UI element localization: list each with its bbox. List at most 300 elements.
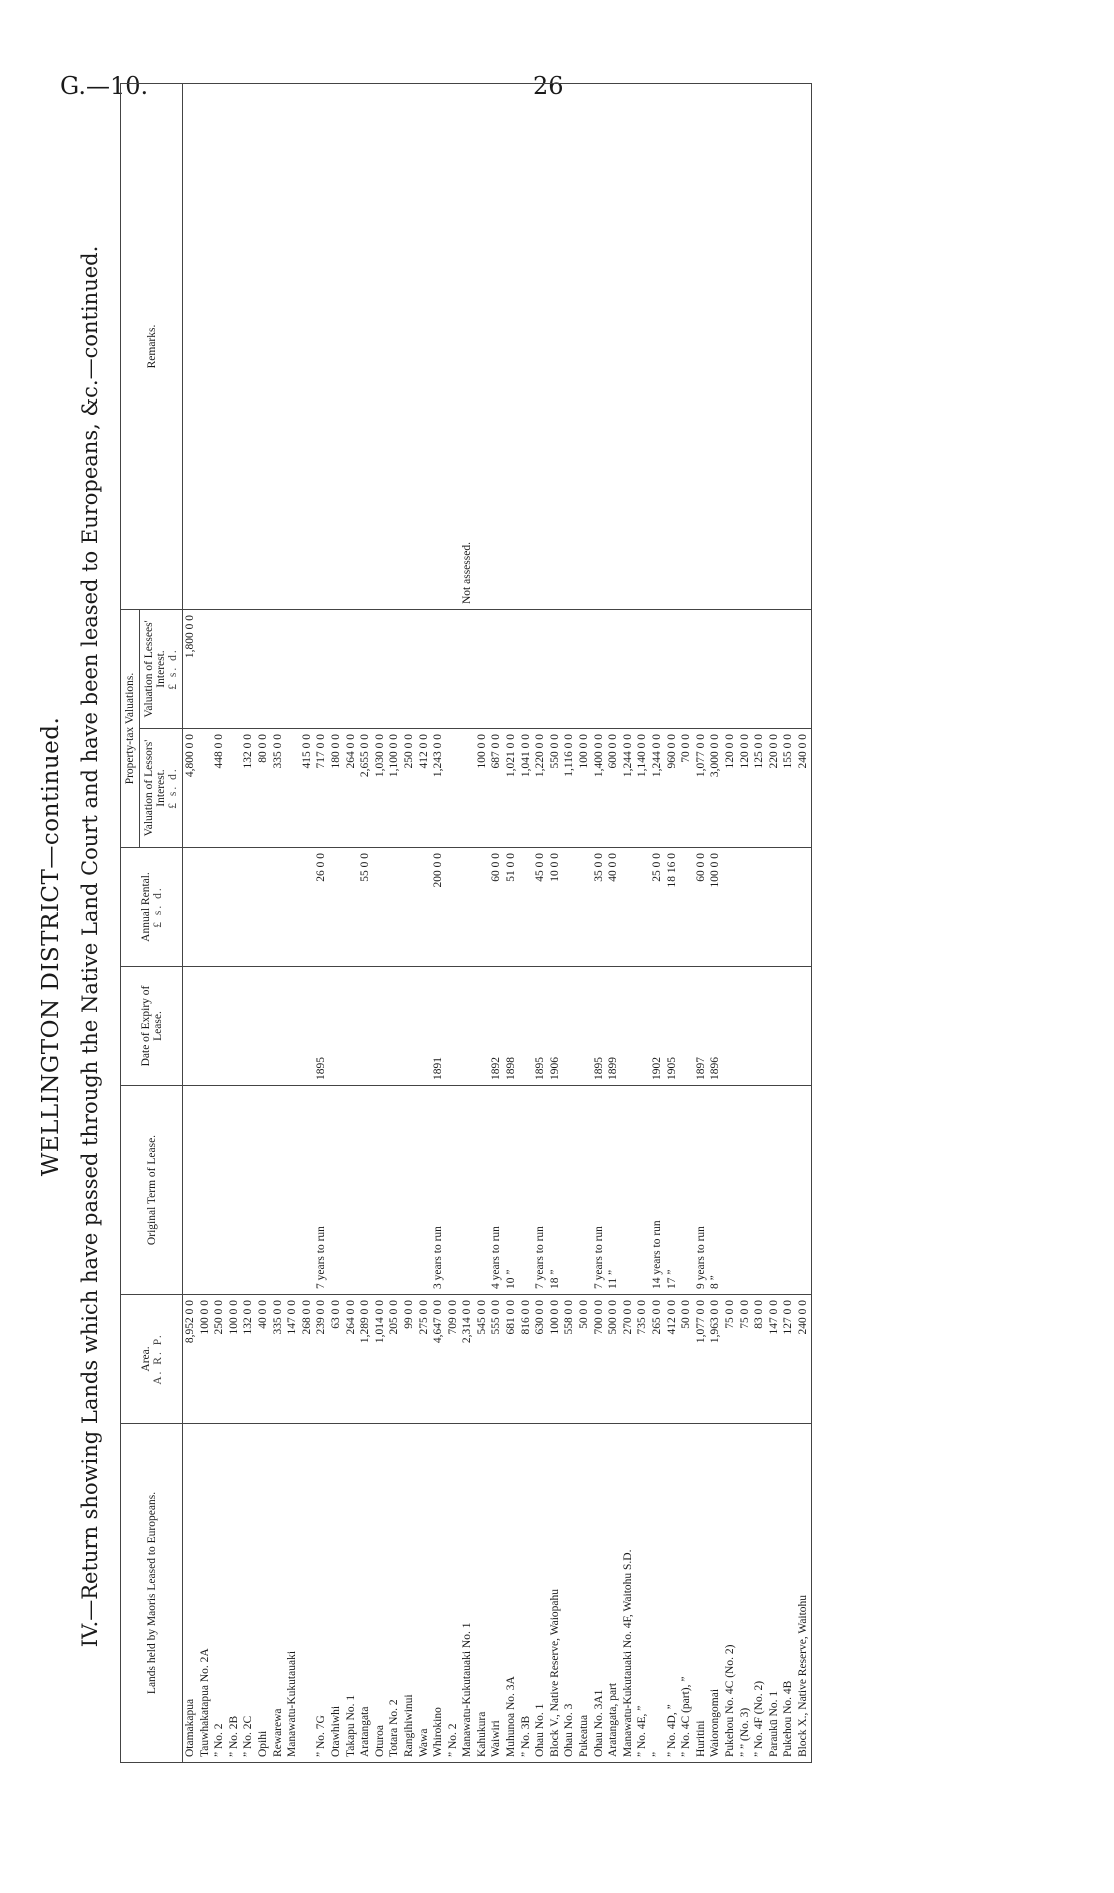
table-row bbox=[256, 84, 271, 1763]
cell-area: 1,014 0 0 bbox=[373, 1295, 388, 1424]
table-row bbox=[358, 84, 373, 1763]
cell-lessees bbox=[241, 610, 256, 729]
cell-area: 99 0 0 bbox=[402, 1295, 417, 1424]
cell-area: 630 0 0 bbox=[533, 1295, 548, 1424]
cell-rental: 40 0 0 bbox=[606, 848, 621, 967]
cell-lessors: 1,077 0 0 bbox=[694, 729, 709, 848]
district-title: WELLINGTON DISTRICT—continued. bbox=[38, 716, 64, 1177]
cell-rental bbox=[796, 848, 811, 967]
cell-term: 4 years to run bbox=[489, 1086, 504, 1295]
cell-expiry: 1906 bbox=[548, 967, 563, 1086]
cell-lessees bbox=[475, 610, 490, 729]
cell-expiry bbox=[241, 967, 256, 1086]
cell-area: 500 0 0 bbox=[606, 1295, 621, 1424]
cell-land: ” No. 7G bbox=[314, 1424, 329, 1763]
cell-rental bbox=[767, 848, 782, 967]
cell-term: 17 ” bbox=[665, 1086, 680, 1295]
cell-land: Manawatu-Kukutauaki bbox=[285, 1424, 300, 1763]
table-row bbox=[212, 84, 227, 1763]
cell-lessors bbox=[227, 729, 242, 848]
cell-expiry bbox=[738, 967, 753, 1086]
cell-expiry: 1897 bbox=[694, 967, 709, 1086]
cell-area: 83 0 0 bbox=[752, 1295, 767, 1424]
cell-land: Aratangata bbox=[358, 1424, 373, 1763]
cell-expiry bbox=[300, 967, 315, 1086]
table-row bbox=[679, 84, 694, 1763]
cell-remarks bbox=[738, 84, 753, 610]
cell-expiry: 1895 bbox=[314, 967, 329, 1086]
cell-area: 816 0 0 bbox=[519, 1295, 534, 1424]
cell-term bbox=[212, 1086, 227, 1295]
col-remarks-header: Remarks. bbox=[121, 84, 183, 610]
cell-lessors: 2,655 0 0 bbox=[358, 729, 373, 848]
cell-area: 268 0 0 bbox=[300, 1295, 315, 1424]
cell-remarks bbox=[431, 84, 446, 610]
cell-rental bbox=[344, 848, 359, 967]
cell-land: Kahukura bbox=[475, 1424, 490, 1763]
cell-expiry bbox=[767, 967, 782, 1086]
cell-expiry bbox=[446, 967, 461, 1086]
cell-rental: 45 0 0 bbox=[533, 848, 548, 967]
cell-term bbox=[227, 1086, 242, 1295]
cell-area: 205 0 0 bbox=[387, 1295, 402, 1424]
cell-area: 63 0 0 bbox=[329, 1295, 344, 1424]
table-row bbox=[562, 84, 577, 1763]
cell-term bbox=[300, 1086, 315, 1295]
cell-area: 240 0 0 bbox=[796, 1295, 811, 1424]
cell-expiry bbox=[679, 967, 694, 1086]
table-row bbox=[665, 84, 680, 1763]
cell-lessors: 240 0 0 bbox=[796, 729, 811, 848]
cell-term bbox=[358, 1086, 373, 1295]
cell-lessees bbox=[635, 610, 650, 729]
table-row bbox=[241, 84, 256, 1763]
cell-term bbox=[373, 1086, 388, 1295]
cell-rental: 200 0 0 bbox=[431, 848, 446, 967]
cell-rental bbox=[519, 848, 534, 967]
cell-term: 10 ” bbox=[504, 1086, 519, 1295]
table-row bbox=[533, 84, 548, 1763]
cell-rental bbox=[402, 848, 417, 967]
cell-land: Rangihiwinui bbox=[402, 1424, 417, 1763]
cell-remarks bbox=[212, 84, 227, 610]
cell-lessees bbox=[212, 610, 227, 729]
col-rental-header: Annual Rental. £ s. d. bbox=[121, 848, 183, 967]
cell-remarks bbox=[577, 84, 592, 610]
page-number: 26 bbox=[533, 72, 564, 100]
cell-area: 50 0 0 bbox=[577, 1295, 592, 1424]
table-row bbox=[446, 84, 461, 1763]
cell-term: 7 years to run bbox=[533, 1086, 548, 1295]
table-row bbox=[738, 84, 753, 1763]
cell-land: ” No. 2 bbox=[212, 1424, 227, 1763]
cell-lessees bbox=[402, 610, 417, 729]
cell-remarks bbox=[679, 84, 694, 610]
cell-land: Manawatu-Kukutauaki No. 1 bbox=[460, 1424, 475, 1763]
cell-lessors: 1,244 0 0 bbox=[650, 729, 665, 848]
cell-area: 265 0 0 bbox=[650, 1295, 665, 1424]
cell-land: Tauwhakatapua No. 2A bbox=[198, 1424, 213, 1763]
cell-lessees bbox=[752, 610, 767, 729]
cell-remarks bbox=[373, 84, 388, 610]
cell-lessors: 264 0 0 bbox=[344, 729, 359, 848]
cell-lessees bbox=[344, 610, 359, 729]
cell-remarks bbox=[183, 84, 198, 610]
cell-expiry: 1898 bbox=[504, 967, 519, 1086]
cell-lessees bbox=[606, 610, 621, 729]
cell-expiry bbox=[344, 967, 359, 1086]
cell-rental bbox=[256, 848, 271, 967]
cell-lessors: 1,220 0 0 bbox=[533, 729, 548, 848]
cell-remarks bbox=[344, 84, 359, 610]
cell-expiry bbox=[212, 967, 227, 1086]
cell-lessees bbox=[446, 610, 461, 729]
col-property-tax-header: Property-tax Valuations. bbox=[121, 610, 140, 848]
cell-expiry: 1895 bbox=[592, 967, 607, 1086]
cell-land: ” No. 2 bbox=[446, 1424, 461, 1763]
cell-term: 3 years to run bbox=[431, 1086, 446, 1295]
col-lessors-header: Valuation of Lessors' Interest. £ s. d. bbox=[140, 729, 183, 848]
cell-area: 1,077 0 0 bbox=[694, 1295, 709, 1424]
cell-lessors: 100 0 0 bbox=[577, 729, 592, 848]
cell-lessors: 1,041 0 0 bbox=[519, 729, 534, 848]
page-reference: G.—10. bbox=[60, 72, 149, 100]
cell-land: ” No. 4F (No. 2) bbox=[752, 1424, 767, 1763]
cell-expiry bbox=[562, 967, 577, 1086]
cell-land: ” No. 4E, ” bbox=[635, 1424, 650, 1763]
cell-land: Manawatu-Kukutauaki No. 4F, Waitohu S.D. bbox=[621, 1424, 636, 1763]
table-row bbox=[548, 84, 563, 1763]
cell-remarks bbox=[694, 84, 709, 610]
cell-land: ” No. 4C (part), ” bbox=[679, 1424, 694, 1763]
col-expiry-header: Date of Expiry of Lease. bbox=[121, 967, 183, 1086]
cell-expiry: 1899 bbox=[606, 967, 621, 1086]
cell-rental bbox=[577, 848, 592, 967]
cell-remarks bbox=[271, 84, 286, 610]
cell-term: 18 ” bbox=[548, 1086, 563, 1295]
cell-area: 681 0 0 bbox=[504, 1295, 519, 1424]
cell-lessees bbox=[271, 610, 286, 729]
cell-remarks bbox=[358, 84, 373, 610]
table-row bbox=[577, 84, 592, 1763]
col-term-header: Original Term of Lease. bbox=[121, 1086, 183, 1295]
cell-expiry bbox=[358, 967, 373, 1086]
cell-rental bbox=[387, 848, 402, 967]
cell-term bbox=[752, 1086, 767, 1295]
table-row bbox=[519, 84, 534, 1763]
cell-lessees bbox=[694, 610, 709, 729]
cell-remarks bbox=[548, 84, 563, 610]
cell-lessees bbox=[504, 610, 519, 729]
cell-area: 75 0 0 bbox=[738, 1295, 753, 1424]
table-row bbox=[198, 84, 213, 1763]
cell-expiry bbox=[271, 967, 286, 1086]
cell-expiry bbox=[227, 967, 242, 1086]
cell-lessors: 1,100 0 0 bbox=[387, 729, 402, 848]
cell-land: ” ” (No. 3) bbox=[738, 1424, 753, 1763]
cell-remarks bbox=[417, 84, 432, 610]
cell-expiry bbox=[460, 967, 475, 1086]
cell-remarks bbox=[300, 84, 315, 610]
cell-area: 264 0 0 bbox=[344, 1295, 359, 1424]
cell-land: Pukehou No. 4B bbox=[781, 1424, 796, 1763]
cell-remarks bbox=[562, 84, 577, 610]
cell-lessees bbox=[358, 610, 373, 729]
cell-lessors: 448 0 0 bbox=[212, 729, 227, 848]
cell-remarks bbox=[767, 84, 782, 610]
cell-rental bbox=[329, 848, 344, 967]
cell-remarks bbox=[314, 84, 329, 610]
cell-lessors: 1,400 0 0 bbox=[592, 729, 607, 848]
cell-rental bbox=[271, 848, 286, 967]
cell-remarks bbox=[665, 84, 680, 610]
cell-remarks bbox=[446, 84, 461, 610]
cell-rental bbox=[475, 848, 490, 967]
cell-lessees bbox=[548, 610, 563, 729]
cell-lessees bbox=[679, 610, 694, 729]
cell-term: 14 years to run bbox=[650, 1086, 665, 1295]
table-row bbox=[694, 84, 709, 1763]
table-row bbox=[489, 84, 504, 1763]
cell-land: Ohau No. 3A1 bbox=[592, 1424, 607, 1763]
cell-term bbox=[446, 1086, 461, 1295]
cell-rental bbox=[635, 848, 650, 967]
cell-land: ” No. 2B bbox=[227, 1424, 242, 1763]
cell-land: Waiorongomai bbox=[708, 1424, 723, 1763]
cell-area: 735 0 0 bbox=[635, 1295, 650, 1424]
cell-land: Block V., Native Reserve, Waiopahu bbox=[548, 1424, 563, 1763]
cell-area: 40 0 0 bbox=[256, 1295, 271, 1424]
cell-lessors: 3,000 0 0 bbox=[708, 729, 723, 848]
cell-remarks bbox=[227, 84, 242, 610]
cell-rental bbox=[285, 848, 300, 967]
cell-lessors: 70 0 0 bbox=[679, 729, 694, 848]
cell-remarks bbox=[621, 84, 636, 610]
cell-area: 545 0 0 bbox=[475, 1295, 490, 1424]
cell-remarks bbox=[752, 84, 767, 610]
cell-rental bbox=[227, 848, 242, 967]
cell-land: Rewarewa bbox=[271, 1424, 286, 1763]
cell-expiry: 1905 bbox=[665, 967, 680, 1086]
cell-lessees bbox=[577, 610, 592, 729]
cell-rental bbox=[781, 848, 796, 967]
table-row bbox=[271, 84, 286, 1763]
cell-term bbox=[344, 1086, 359, 1295]
cell-lessees: 1,800 0 0 bbox=[183, 610, 198, 729]
cell-rental: 35 0 0 bbox=[592, 848, 607, 967]
cell-area: 1,963 0 0 bbox=[708, 1295, 723, 1424]
cell-land: ” bbox=[650, 1424, 665, 1763]
cell-lessees bbox=[227, 610, 242, 729]
cell-lessors bbox=[446, 729, 461, 848]
cell-term bbox=[635, 1086, 650, 1295]
cell-expiry bbox=[577, 967, 592, 1086]
cell-area: 8,952 0 0 bbox=[183, 1295, 198, 1424]
cell-rental: 51 0 0 bbox=[504, 848, 519, 967]
cell-land: Wawa bbox=[417, 1424, 432, 1763]
cell-land: Otawhiwhi bbox=[329, 1424, 344, 1763]
cell-lessors: 125 0 0 bbox=[752, 729, 767, 848]
cell-lessors: 1,116 0 0 bbox=[562, 729, 577, 848]
cell-lessors: 412 0 0 bbox=[417, 729, 432, 848]
cell-lessees bbox=[767, 610, 782, 729]
cell-expiry bbox=[198, 967, 213, 1086]
cell-area: 75 0 0 bbox=[723, 1295, 738, 1424]
cell-term: 9 years to run bbox=[694, 1086, 709, 1295]
cell-expiry bbox=[402, 967, 417, 1086]
cell-expiry bbox=[285, 967, 300, 1086]
cell-lessees bbox=[562, 610, 577, 729]
cell-term bbox=[723, 1086, 738, 1295]
cell-area: 132 0 0 bbox=[241, 1295, 256, 1424]
cell-term bbox=[183, 1086, 198, 1295]
cell-land: Block X., Native Reserve, Waitohu bbox=[796, 1424, 811, 1763]
cell-lessees bbox=[285, 610, 300, 729]
table-row bbox=[606, 84, 621, 1763]
table-row bbox=[767, 84, 782, 1763]
cell-lessors: 180 0 0 bbox=[329, 729, 344, 848]
cell-lessees bbox=[738, 610, 753, 729]
cell-lessors: 100 0 0 bbox=[475, 729, 490, 848]
cell-term bbox=[387, 1086, 402, 1295]
cell-lessors: 120 0 0 bbox=[723, 729, 738, 848]
cell-term bbox=[271, 1086, 286, 1295]
cell-rental: 60 0 0 bbox=[489, 848, 504, 967]
table-row bbox=[183, 84, 198, 1763]
table-row bbox=[723, 84, 738, 1763]
cell-land: Huritini bbox=[694, 1424, 709, 1763]
cell-term bbox=[460, 1086, 475, 1295]
cell-lessees bbox=[519, 610, 534, 729]
cell-rental bbox=[460, 848, 475, 967]
cell-lessees bbox=[708, 610, 723, 729]
table-row bbox=[650, 84, 665, 1763]
cell-term: 11 ” bbox=[606, 1086, 621, 1295]
cell-land: Pukeatua bbox=[577, 1424, 592, 1763]
cell-lessors: 687 0 0 bbox=[489, 729, 504, 848]
cell-term bbox=[679, 1086, 694, 1295]
table-row bbox=[475, 84, 490, 1763]
cell-area: 2,314 0 0 bbox=[460, 1295, 475, 1424]
cell-expiry bbox=[387, 967, 402, 1086]
cell-area: 100 0 0 bbox=[198, 1295, 213, 1424]
cell-lessees bbox=[387, 610, 402, 729]
cell-lessees bbox=[431, 610, 446, 729]
cell-expiry bbox=[723, 967, 738, 1086]
cell-rental bbox=[752, 848, 767, 967]
cell-land: Oturoa bbox=[373, 1424, 388, 1763]
cell-term bbox=[796, 1086, 811, 1295]
table-row bbox=[796, 84, 811, 1763]
cell-term bbox=[738, 1086, 753, 1295]
cell-lessors: 132 0 0 bbox=[241, 729, 256, 848]
cell-lessors: 600 0 0 bbox=[606, 729, 621, 848]
cell-expiry bbox=[183, 967, 198, 1086]
cell-area: 239 0 0 bbox=[314, 1295, 329, 1424]
cell-remarks bbox=[489, 84, 504, 610]
cell-term bbox=[241, 1086, 256, 1295]
table-row bbox=[314, 84, 329, 1763]
cell-remarks bbox=[402, 84, 417, 610]
cell-land: Whirokino bbox=[431, 1424, 446, 1763]
cell-rental bbox=[417, 848, 432, 967]
cell-lessees bbox=[592, 610, 607, 729]
cell-term bbox=[781, 1086, 796, 1295]
cell-expiry bbox=[635, 967, 650, 1086]
cell-lessors: 717 0 0 bbox=[314, 729, 329, 848]
cell-expiry: 1892 bbox=[489, 967, 504, 1086]
cell-rental bbox=[198, 848, 213, 967]
cell-land: Ohau No. 3 bbox=[562, 1424, 577, 1763]
cell-lessors: 1,140 0 0 bbox=[635, 729, 650, 848]
table-row bbox=[781, 84, 796, 1763]
cell-remarks bbox=[329, 84, 344, 610]
cell-land: Paraukū No. 1 bbox=[767, 1424, 782, 1763]
cell-lessees bbox=[621, 610, 636, 729]
table-row bbox=[460, 84, 475, 1763]
cell-land: Opihi bbox=[256, 1424, 271, 1763]
cell-expiry bbox=[373, 967, 388, 1086]
cell-remarks bbox=[475, 84, 490, 610]
cell-lessors: 120 0 0 bbox=[738, 729, 753, 848]
cell-area: 50 0 0 bbox=[679, 1295, 694, 1424]
cell-land: Waiwiri bbox=[489, 1424, 504, 1763]
cell-rental bbox=[562, 848, 577, 967]
cell-area: 412 0 0 bbox=[665, 1295, 680, 1424]
cell-rental bbox=[446, 848, 461, 967]
cell-area: 100 0 0 bbox=[227, 1295, 242, 1424]
table-row bbox=[344, 84, 359, 1763]
cell-lessors bbox=[198, 729, 213, 848]
cell-expiry bbox=[256, 967, 271, 1086]
table-row bbox=[402, 84, 417, 1763]
table-row bbox=[708, 84, 723, 1763]
cell-rental bbox=[373, 848, 388, 967]
table-row bbox=[417, 84, 432, 1763]
cell-lessees bbox=[329, 610, 344, 729]
cell-term: 7 years to run bbox=[592, 1086, 607, 1295]
cell-term bbox=[562, 1086, 577, 1295]
cell-remarks: Not assessed. bbox=[460, 84, 475, 610]
table-row bbox=[285, 84, 300, 1763]
cell-lessees bbox=[417, 610, 432, 729]
cell-remarks bbox=[781, 84, 796, 610]
cell-land: Pukehou No. 4C (No. 2) bbox=[723, 1424, 738, 1763]
cell-remarks bbox=[606, 84, 621, 610]
cell-land: ” No. 4D, ” bbox=[665, 1424, 680, 1763]
cell-term bbox=[256, 1086, 271, 1295]
cell-lessees bbox=[781, 610, 796, 729]
table-row bbox=[752, 84, 767, 1763]
cell-area: 335 0 0 bbox=[271, 1295, 286, 1424]
cell-lessors: 1,244 0 0 bbox=[621, 729, 636, 848]
cell-term bbox=[285, 1086, 300, 1295]
cell-area: 270 0 0 bbox=[621, 1295, 636, 1424]
cell-remarks bbox=[533, 84, 548, 610]
cell-lessors bbox=[460, 729, 475, 848]
cell-lessees bbox=[300, 610, 315, 729]
cell-rental bbox=[738, 848, 753, 967]
cell-term bbox=[402, 1086, 417, 1295]
cell-area: 250 0 0 bbox=[212, 1295, 227, 1424]
cell-rental bbox=[241, 848, 256, 967]
cell-rental: 100 0 0 bbox=[708, 848, 723, 967]
cell-rental: 60 0 0 bbox=[694, 848, 709, 967]
cell-lessors: 335 0 0 bbox=[271, 729, 286, 848]
cell-lessees bbox=[460, 610, 475, 729]
leases-table bbox=[120, 83, 812, 1763]
cell-area: 147 0 0 bbox=[767, 1295, 782, 1424]
